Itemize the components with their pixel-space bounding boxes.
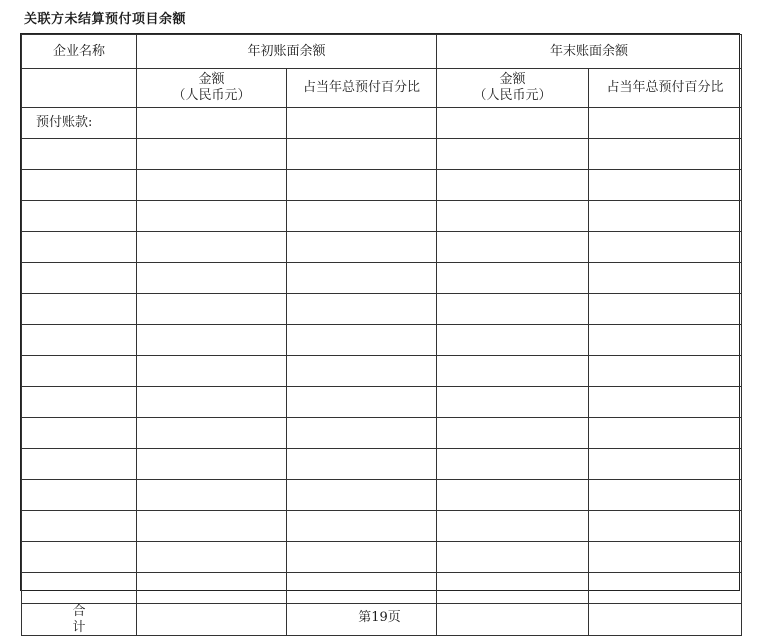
table-cell	[437, 108, 589, 139]
table-cell	[437, 573, 589, 604]
table-cell	[137, 542, 287, 573]
table-cell	[287, 170, 437, 201]
table-row	[22, 418, 742, 449]
table-row	[22, 170, 742, 201]
table-row	[22, 449, 742, 480]
table-cell	[137, 263, 287, 294]
table-cell	[137, 139, 287, 170]
table-cell	[137, 170, 287, 201]
table-cell	[437, 542, 589, 573]
table-row	[22, 387, 742, 418]
table-cell	[437, 139, 589, 170]
header-ending-balance: 年末账面余额	[437, 35, 742, 69]
table-row	[22, 139, 742, 170]
table-cell	[287, 573, 437, 604]
header-end-percent: 占当年总预付百分比	[589, 69, 742, 108]
table-cell	[287, 356, 437, 387]
table-cell	[589, 542, 742, 573]
table-cell	[22, 387, 137, 418]
table-row	[22, 480, 742, 511]
table-cell	[437, 294, 589, 325]
table-cell	[589, 294, 742, 325]
table-cell	[287, 294, 437, 325]
table-cell	[22, 356, 137, 387]
table-cell	[589, 263, 742, 294]
amount-label: 金额	[198, 72, 225, 88]
table-cell	[137, 480, 287, 511]
table-cell	[137, 325, 287, 356]
table-cell	[22, 232, 137, 263]
table-cell	[437, 263, 589, 294]
page-title: 关联方未结算预付项目余额	[24, 12, 187, 27]
table-cell	[589, 325, 742, 356]
header-end-amount	[437, 69, 589, 108]
table-cell	[437, 480, 589, 511]
table-cell	[287, 542, 437, 573]
table-cell	[137, 232, 287, 263]
table-cell	[137, 511, 287, 542]
header-begin-percent: 占当年总预付百分比	[287, 69, 437, 108]
header-begin-amount	[137, 69, 287, 108]
table-cell	[589, 387, 742, 418]
table-row	[22, 573, 742, 604]
table-cell	[22, 449, 137, 480]
table-cell	[287, 418, 437, 449]
table-row	[22, 511, 742, 542]
table-cell	[589, 108, 742, 139]
table-row	[22, 325, 742, 356]
table-cell	[287, 108, 437, 139]
table-cell	[437, 325, 589, 356]
table-row	[22, 201, 742, 232]
table-cell	[437, 449, 589, 480]
table-cell	[137, 108, 287, 139]
table-cell	[589, 480, 742, 511]
table-cell	[287, 387, 437, 418]
table-cell	[137, 356, 287, 387]
table-cell	[22, 201, 137, 232]
table-cell	[287, 232, 437, 263]
table-cell	[22, 325, 137, 356]
table-cell	[589, 201, 742, 232]
table-cell	[589, 356, 742, 387]
table-cell	[137, 418, 287, 449]
table-cell	[22, 170, 137, 201]
table-row	[22, 294, 742, 325]
table-cell	[589, 573, 742, 604]
table-cell	[589, 418, 742, 449]
table-cell	[287, 449, 437, 480]
total-label: 合计	[22, 604, 137, 636]
table-cell	[589, 449, 742, 480]
table-cell	[22, 294, 137, 325]
table-cell	[589, 139, 742, 170]
table-cell	[22, 418, 137, 449]
table-cell	[22, 542, 137, 573]
table-cell	[22, 573, 137, 604]
amount-label: 金额	[499, 72, 526, 88]
table-cell	[22, 480, 137, 511]
table-cell	[437, 356, 589, 387]
header-blank	[22, 69, 137, 108]
table-cell	[137, 573, 287, 604]
table-cell	[287, 480, 437, 511]
table-row	[22, 263, 742, 294]
table-cell	[287, 139, 437, 170]
table-cell	[22, 511, 137, 542]
table-row	[22, 356, 742, 387]
table-cell	[137, 201, 287, 232]
table-cell	[137, 294, 287, 325]
header-company-name: 企业名称	[22, 35, 137, 69]
table-cell	[437, 232, 589, 263]
table-cell	[287, 511, 437, 542]
table-cell	[437, 170, 589, 201]
currency-label: （人民币元）	[473, 88, 552, 103]
table-cell	[22, 263, 137, 294]
table-cell	[589, 170, 742, 201]
table-cell	[22, 139, 137, 170]
table-row	[22, 108, 742, 139]
prepayment-label: 预付账款:	[22, 108, 137, 139]
table-cell	[287, 325, 437, 356]
table-cell	[589, 511, 742, 542]
table-cell	[137, 387, 287, 418]
table-cell	[437, 511, 589, 542]
table-cell	[287, 201, 437, 232]
table-cell	[589, 232, 742, 263]
page-number: 第19页	[358, 610, 401, 625]
table-cell	[437, 418, 589, 449]
table-row	[22, 542, 742, 573]
currency-label: （人民币元）	[172, 88, 251, 103]
table-cell	[437, 201, 589, 232]
table-cell	[437, 387, 589, 418]
table-row	[22, 232, 742, 263]
table-cell	[137, 449, 287, 480]
table-cell	[287, 263, 437, 294]
header-beginning-balance: 年初账面余额	[137, 35, 437, 69]
